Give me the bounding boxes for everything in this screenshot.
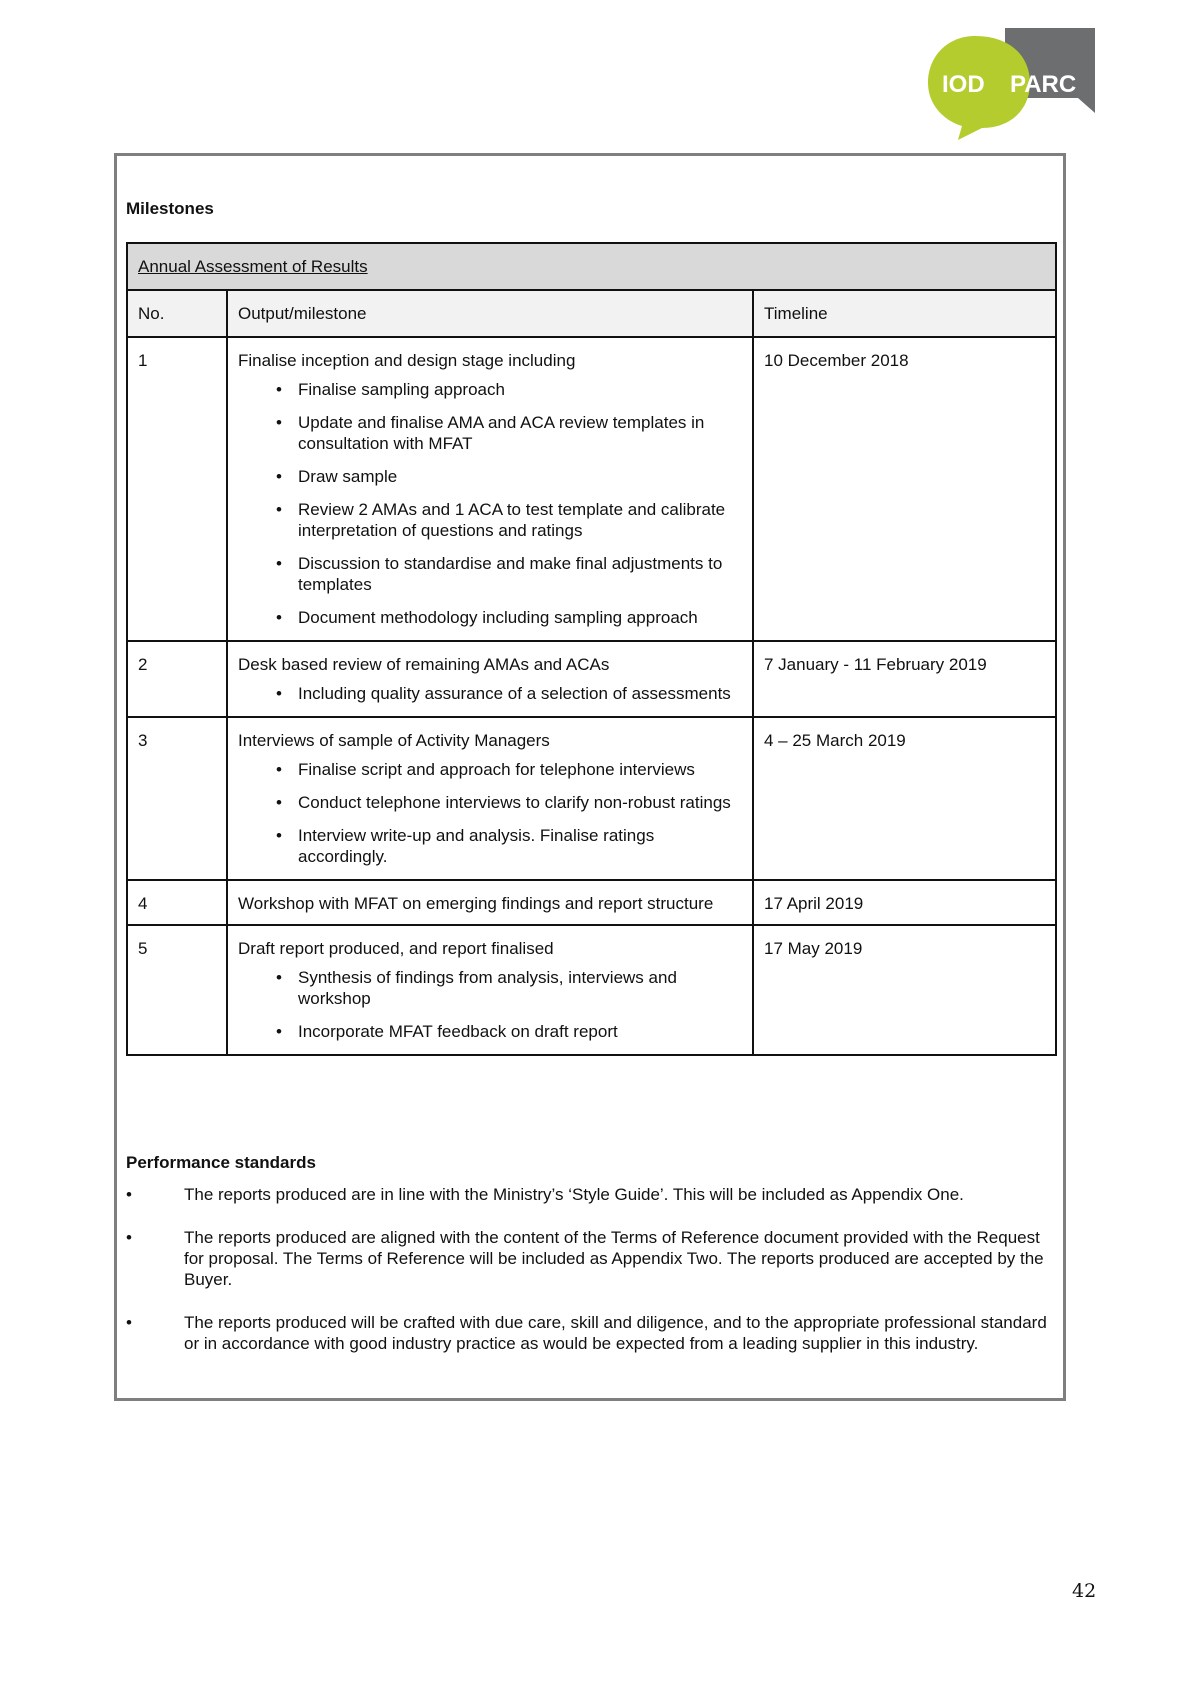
performance-item-text: The reports produced will be crafted with due care, skill and diligence, and to the appropriate professional standard or in accordance with good industry practice as would be expected from a leading supplier in this industry. — [184, 1313, 1047, 1353]
row-output — [227, 880, 753, 925]
performance-standards-title: Performance standards — [126, 1153, 316, 1172]
list-item: • Finalise script and approach for telephone interviews — [294, 759, 742, 780]
row-number: 3 — [127, 717, 227, 880]
list-item: • Finalise sampling approach — [294, 379, 742, 400]
row-timeline: 17 May 2019 — [753, 925, 1056, 1055]
table-header-row — [127, 290, 1056, 337]
logo-left-text: IOD — [942, 71, 985, 98]
row-timeline: 17 April 2019 — [753, 880, 1056, 925]
list-item: • Including quality assurance of a selection of assessments — [294, 683, 742, 704]
table-caption-row — [127, 243, 1056, 290]
table-row — [127, 641, 1056, 717]
row-output — [227, 717, 753, 880]
row-output — [227, 337, 753, 641]
list-item: • Document methodology including sampling approach — [294, 607, 742, 628]
row-title: Draft report produced, and report finalised — [238, 939, 554, 958]
list-item: • Update and finalise AMA and ACA review templates in consultation with MFAT — [294, 412, 742, 454]
row-output — [227, 925, 753, 1055]
row-title: Workshop with MFAT on emerging findings and report structure — [238, 894, 714, 913]
bullet-icon: • — [126, 1185, 132, 1204]
list-item — [126, 1227, 1051, 1290]
list-item — [126, 1184, 1051, 1205]
row-bullets — [238, 759, 742, 867]
list-item: • Conduct telephone interviews to clarify non-robust ratings — [294, 792, 742, 813]
row-timeline: 7 January - 11 February 2019 — [753, 641, 1056, 717]
list-item: • Synthesis of findings from analysis, interviews and workshop — [294, 967, 742, 1009]
table-row — [127, 880, 1056, 925]
list-item: • Review 2 AMAs and 1 ACA to test template and calibrate interpretation of questions and ratings — [294, 499, 742, 541]
list-item: • Discussion to standardise and make final adjustments to templates — [294, 553, 742, 595]
header-no: No. — [127, 290, 227, 337]
list-item: • Draw sample — [294, 466, 742, 487]
header-output: Output/milestone — [227, 290, 753, 337]
table-row — [127, 337, 1056, 641]
row-title: Finalise inception and design stage including — [238, 351, 576, 370]
row-title: Desk based review of remaining AMAs and ACAs — [238, 655, 610, 674]
row-bullets — [238, 967, 742, 1042]
list-item: • Interview write-up and analysis. Finalise ratings accordingly. — [294, 825, 742, 867]
row-number: 5 — [127, 925, 227, 1055]
row-bullets — [238, 379, 742, 628]
performance-item-text: The reports produced are aligned with the content of the Terms of Reference document provided with the Request for proposal. The Terms of Reference will be included as Appendix Two. The reports produced are accepted by the Buyer. — [184, 1228, 1044, 1289]
logo-right-text: PARC — [1010, 71, 1077, 98]
milestones-title: Milestones — [126, 199, 214, 218]
header-timeline: Timeline — [753, 290, 1056, 337]
bullet-icon: • — [126, 1228, 132, 1247]
row-number: 2 — [127, 641, 227, 717]
list-item: • Incorporate MFAT feedback on draft report — [294, 1021, 742, 1042]
iod-parc-logo — [920, 28, 1095, 143]
row-timeline: 4 – 25 March 2019 — [753, 717, 1056, 880]
performance-standards-list — [126, 1184, 1051, 1376]
performance-item-text: The reports produced are in line with the Ministry’s ‘Style Guide’. This will be included as Appendix One. — [184, 1185, 964, 1204]
list-item — [126, 1312, 1051, 1354]
milestones-table — [126, 242, 1057, 1056]
row-bullets — [238, 683, 742, 704]
row-output — [227, 641, 753, 717]
bullet-icon: • — [126, 1313, 132, 1332]
row-title: Interviews of sample of Activity Managers — [238, 731, 550, 750]
page-number: 42 — [1072, 1580, 1097, 1602]
table-row — [127, 925, 1056, 1055]
table-caption: Annual Assessment of Results — [138, 257, 368, 276]
row-number: 4 — [127, 880, 227, 925]
row-number: 1 — [127, 337, 227, 641]
table-row — [127, 717, 1056, 880]
row-timeline: 10 December 2018 — [753, 337, 1056, 641]
